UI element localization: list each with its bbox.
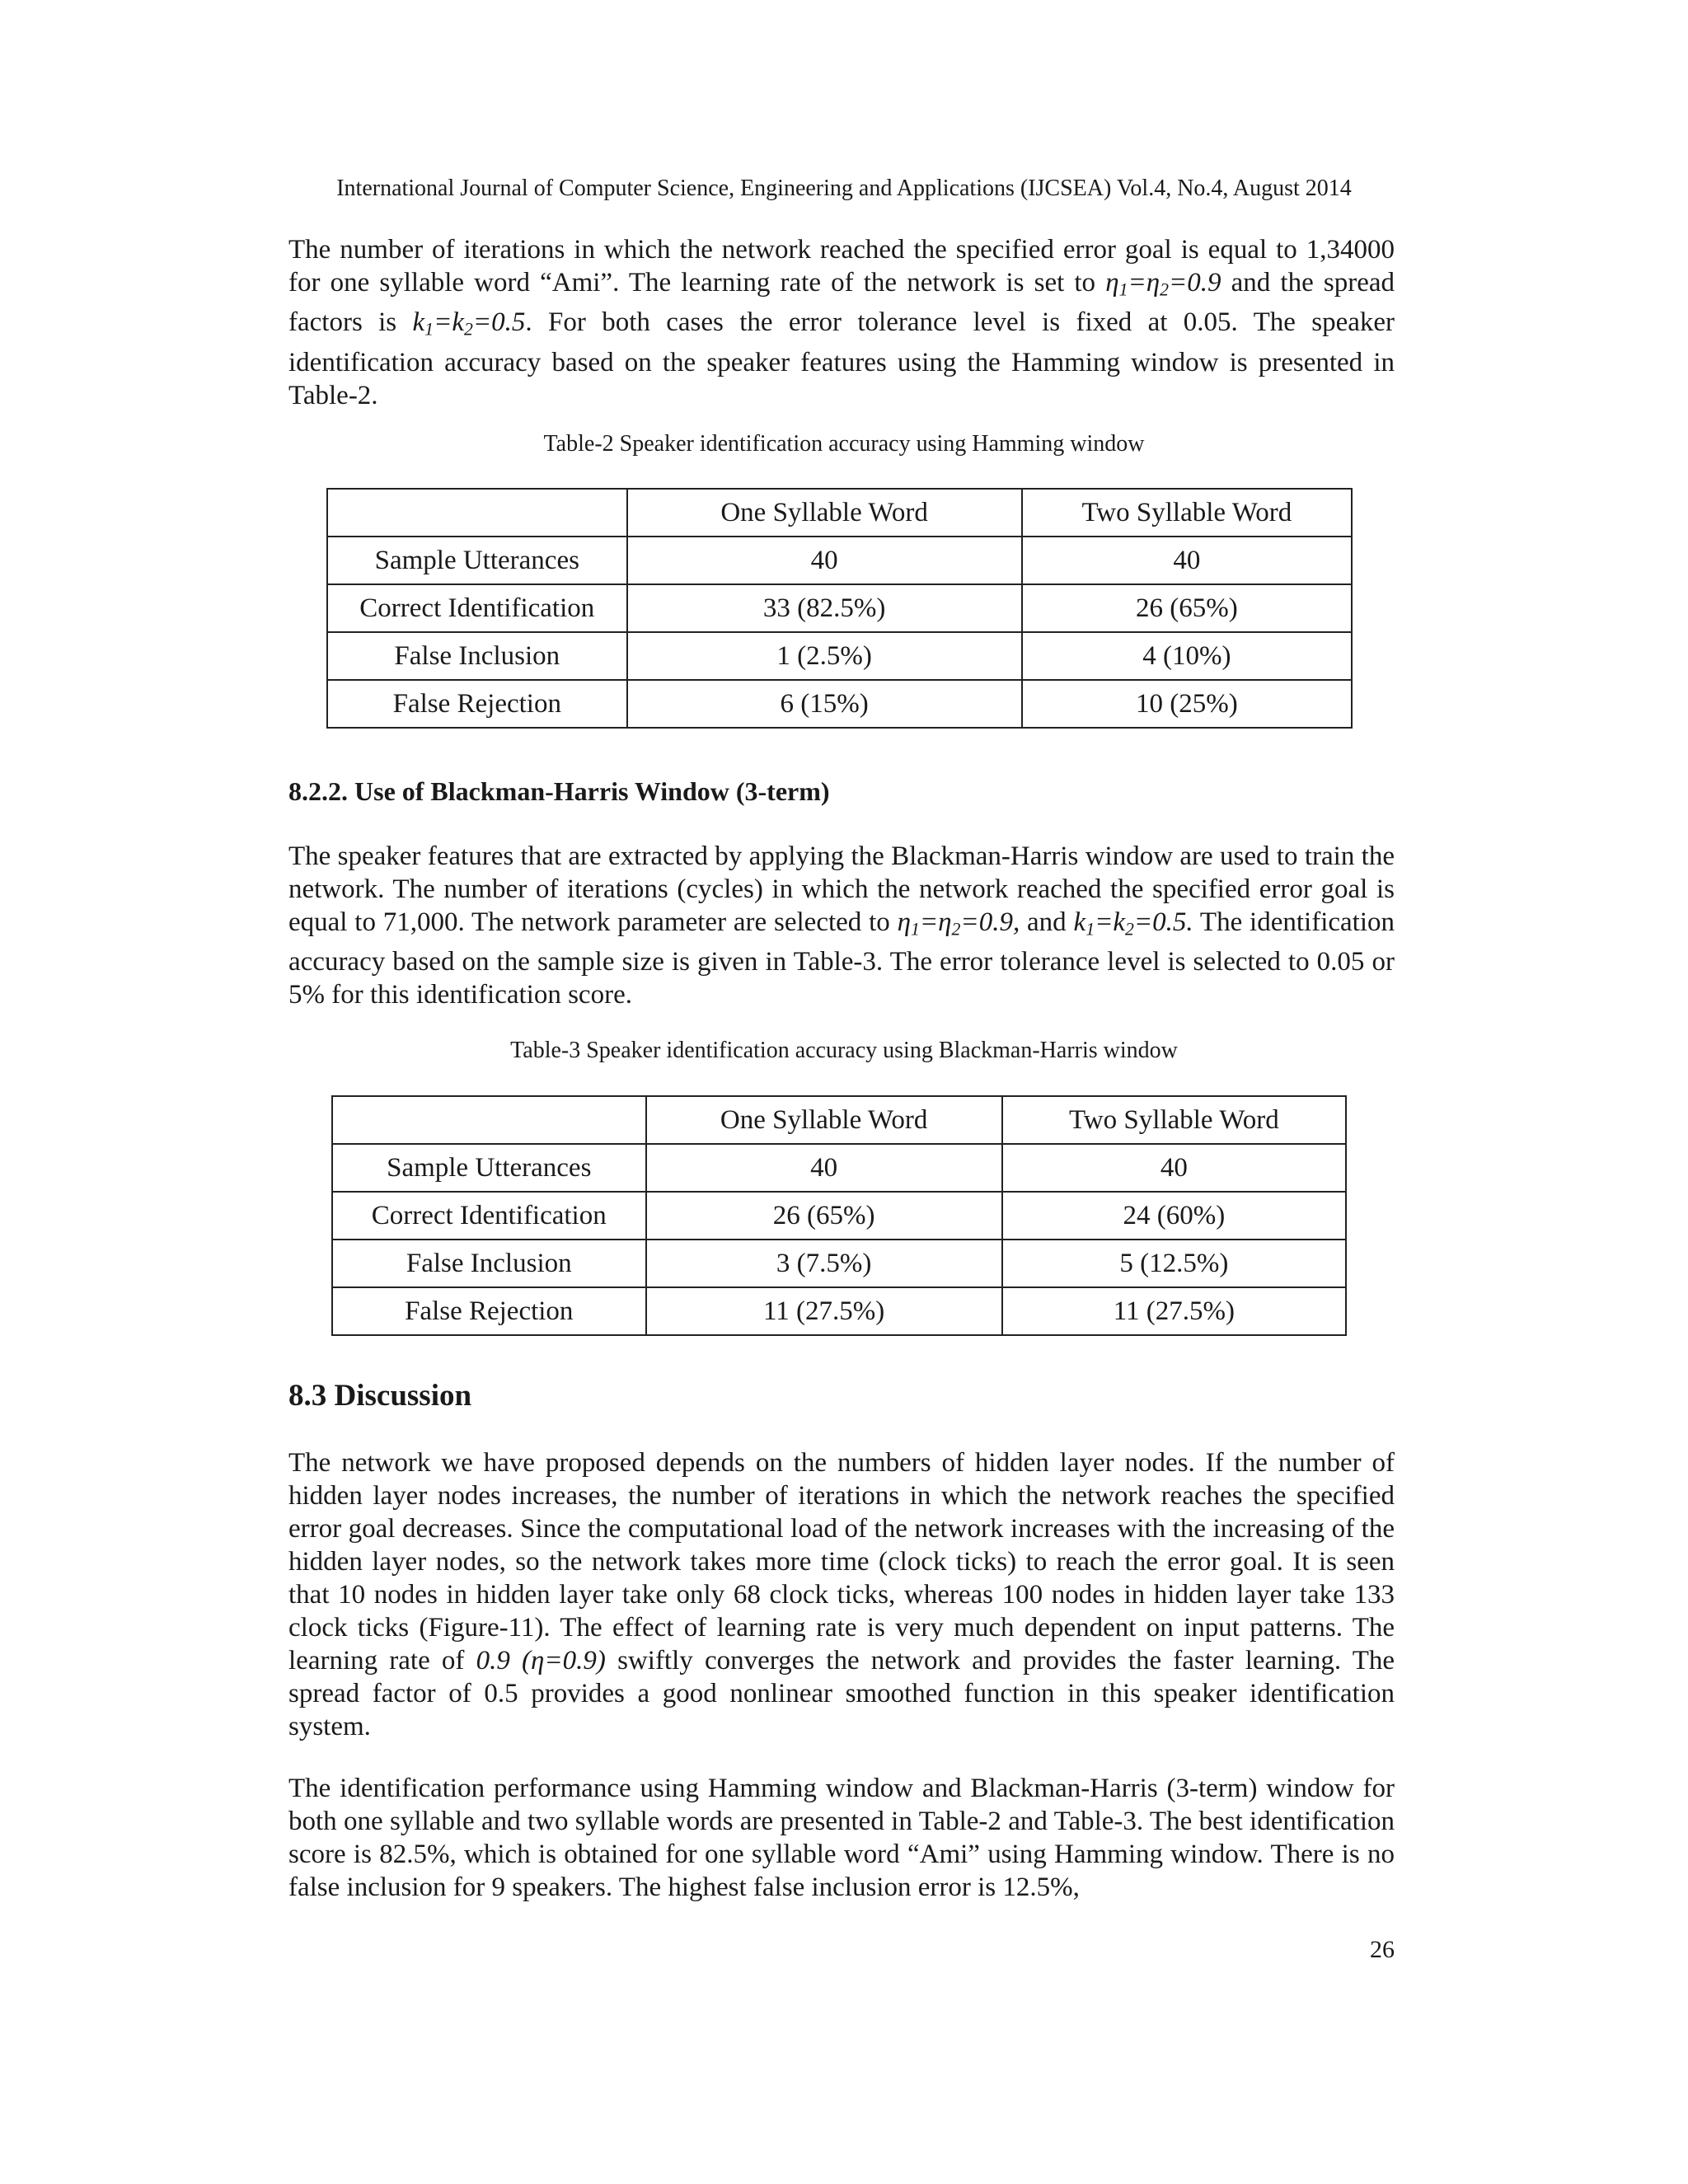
k-equation: $k_1=k_2=0.5$. bbox=[1073, 907, 1193, 940]
table-header-cell: Two Syllable Word bbox=[1022, 489, 1352, 537]
table-cell: 24 (60%) bbox=[1002, 1192, 1346, 1240]
table-row-label: False Inclusion bbox=[332, 1240, 646, 1287]
table-row bbox=[332, 1287, 1346, 1335]
table-header-row bbox=[332, 1096, 1346, 1144]
and-text: and bbox=[1020, 907, 1074, 937]
table-row-label: Correct Identification bbox=[327, 584, 627, 632]
table-cell: 26 (65%) bbox=[1022, 584, 1352, 632]
eta-equation: $\eta_1=\eta_2=0.9$, bbox=[897, 907, 1020, 940]
section-822-text-a: The speaker features that are extracted by applying the Blackman-Harris window are used to train the network. The number of iterations (cycles) in which the network reached the specified error goal is equal to 71,000. The network parameter are selected to bbox=[288, 841, 1395, 937]
table-cell: 26 (65%) bbox=[646, 1192, 1002, 1240]
table-header-cell: One Syllable Word bbox=[627, 489, 1022, 537]
k-equation: $k_1=k_2=0.5$ bbox=[412, 307, 526, 340]
table-header-row bbox=[327, 489, 1352, 537]
table-cell: 40 bbox=[627, 537, 1022, 584]
intro-text-b: and the spread factors is bbox=[288, 268, 1395, 338]
table2 bbox=[326, 488, 1353, 729]
table-header-cell: Two Syllable Word bbox=[1002, 1096, 1346, 1144]
section-83-heading: 8.3 Discussion bbox=[288, 1379, 472, 1413]
table3-caption: Table-3 Speaker identification accuracy using Blackman-Harris window bbox=[510, 1038, 1178, 1063]
table-row-label: False Rejection bbox=[327, 680, 627, 728]
table-row bbox=[327, 632, 1352, 680]
table-cell: 40 bbox=[1002, 1144, 1346, 1192]
section-822-paragraph bbox=[288, 840, 1395, 1011]
table-row bbox=[327, 680, 1352, 728]
table-header-cell: One Syllable Word bbox=[646, 1096, 1002, 1144]
table-cell: 1 (2.5%) bbox=[627, 632, 1022, 680]
table2-caption: Table-2 Speaker identification accuracy using Hamming window bbox=[543, 431, 1145, 457]
table-cell: 4 (10%) bbox=[1022, 632, 1352, 680]
table3 bbox=[331, 1095, 1347, 1336]
table-row-label: Sample Utterances bbox=[332, 1144, 646, 1192]
table-row bbox=[327, 537, 1352, 584]
table-cell: 6 (15%) bbox=[627, 680, 1022, 728]
table-row-label: Correct Identification bbox=[332, 1192, 646, 1240]
table-cell: 11 (27.5%) bbox=[646, 1287, 1002, 1335]
table-cell: 33 (82.5%) bbox=[627, 584, 1022, 632]
table-row-label: False Rejection bbox=[332, 1287, 646, 1335]
table-cell: 5 (12.5%) bbox=[1002, 1240, 1346, 1287]
discussion-text-b: swiftly converges the network and provides the faster learning. The spread factor of 0.5 provides a good nonlinear smoothed function in this speaker identification system. bbox=[288, 1646, 1395, 1741]
table-row-label: False Inclusion bbox=[327, 632, 627, 680]
running-header: International Journal of Computer Science, Engineering and Applications (IJCSEA) Vol.4, No.4, August 2014 bbox=[336, 176, 1352, 201]
table-header-cell bbox=[332, 1096, 646, 1144]
discussion-paragraph-1 bbox=[288, 1446, 1395, 1743]
intro-text-c: . For both cases the error tolerance level is fixed at 0.05. The speaker identification accuracy based on the speaker features using the Hamming window is presented in Table-2. bbox=[288, 307, 1395, 410]
table-cell: 10 (25%) bbox=[1022, 680, 1352, 728]
discussion-paragraph-2: The identification performance using Hamming window and Blackman-Harris (3-term) window for both one syllable and two syllable words are presented in Table-2 and Table-3. The best identification score is 82.5%, which is obtained for one syllable word “Ami” using Hamming window. There is no false inclusion for 9 speakers. The highest false inclusion error is 12.5%, bbox=[288, 1774, 1395, 1902]
table-cell: 3 (7.5%) bbox=[646, 1240, 1002, 1287]
table-row-label: Sample Utterances bbox=[327, 537, 627, 584]
table-cell: 11 (27.5%) bbox=[1002, 1287, 1346, 1335]
discussion-text-a: The network we have proposed depends on the numbers of hidden layer nodes. If the number of hidden layer nodes increases, the number of iterations in which the network reaches the specified error goal decreases. Since the computational load of the network increases with the increasing of the hidden layer nodes, so the network takes more time (clock ticks) to reach the error goal. It is seen that 10 nodes in hidden layer take only 68 clock ticks, whereas 100 nodes in hidden layer take 133 clock ticks (Figure-11). The effect of learning rate is very much dependent on input patterns. The learning rate of bbox=[288, 1448, 1395, 1675]
section-822-heading: 8.2.2. Use of Blackman-Harris Window (3-term) bbox=[288, 776, 830, 806]
page-number: 26 bbox=[1370, 1936, 1395, 1963]
table-row bbox=[332, 1192, 1346, 1240]
eta-equation: $\eta_1=\eta_2=0.9$ bbox=[1105, 268, 1221, 300]
table-row bbox=[332, 1144, 1346, 1192]
table-cell: 40 bbox=[1022, 537, 1352, 584]
table-header-cell bbox=[327, 489, 627, 537]
table-row bbox=[332, 1240, 1346, 1287]
table-cell: 40 bbox=[646, 1144, 1002, 1192]
intro-text-a: The number of iterations in which the network reached the specified error goal is equal to 1,34000 for one syllable word “Ami”. The learning rate of the network is set to bbox=[288, 235, 1395, 298]
section-822-text-b: The identification accuracy based on the sample size is given in Table-3. The error tolerance level is selected to 0.05 or 5% for this identification score. bbox=[288, 907, 1395, 1010]
intro-paragraph bbox=[288, 233, 1395, 412]
learning-rate-value: 0.9 (η=0.9) bbox=[476, 1646, 606, 1675]
table-row bbox=[327, 584, 1352, 632]
